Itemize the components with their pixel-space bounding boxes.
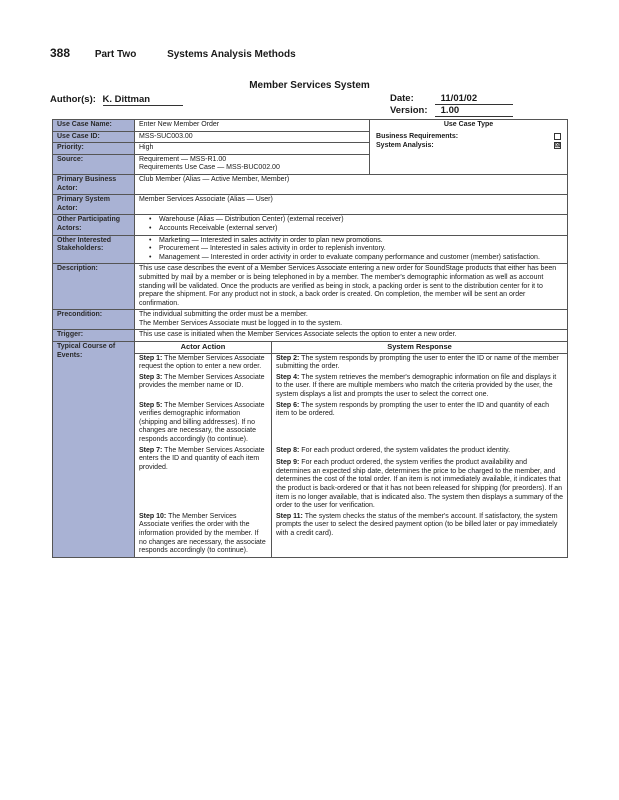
business-requirements-checkbox[interactable] [554,133,561,140]
precondition-line-2: The Member Services Associate must be logged in to the system. [139,319,343,327]
trigger-label: Trigger: [53,330,135,342]
page-number: 388 [50,46,71,60]
authors-label: Author(s): [50,94,96,105]
system-step-4: Step 4: The system retrieves the member's demographic information on file and displays it to the user. If there are multiple members who match the criteria provided by the user, the system displays a list and prompts the user to select the correct one. [272,373,568,401]
row-other-participating-actors [53,215,568,235]
row-precondition [53,310,568,330]
priority-label: Priority: [53,143,135,155]
use-case-table [52,119,568,558]
list-item: • Warehouse (Alias — Distribution Center) (external receiver) [149,216,563,225]
system-analysis-checkbox[interactable]: ☒ [555,143,561,150]
trigger-value: This use case is initiated when the Member Services Associate selects the option to enter a new order. [135,330,568,342]
document-title: Member Services System [249,80,370,91]
priority-value: High [135,143,370,155]
system-analysis-row [376,142,563,151]
system-step-6: Step 6: The system responds by prompting the user to enter the ID and quantity of each item to be ordered. [272,401,568,446]
actor-step-7: Step 7: The Member Services Associate enters the ID and quantity of each item provided. [135,446,272,512]
actor-step-3: Step 3: The Member Services Associate provides the member name or ID. [135,373,272,401]
part-label: Part Two [94,49,137,60]
precondition-value [135,310,568,330]
version-value: 1.00 [435,105,513,117]
date-value: 11/01/02 [435,93,513,105]
typical-course-label: Typical Course of Events: [53,342,135,558]
primary-system-actor-value: Member Services Associate (Alias — User) [135,195,568,215]
row-description [53,264,568,310]
row-typical-course-header [53,342,568,354]
system-step-8-9: Step 8: For each product ordered, the system validates the product identity. Step 9: For each product ordered, the system verifies the product availability and determines an expected ship date, determines the price to be charged to the member, and determines the cost of the total order. If an item is not immediately available, it indicates that the product is back-ordered or that it has not been released for shipping (for preorders). If an item is no longer available, that is indicated also. The system then displays a summary of the order to the user for verification. [272,446,568,512]
source-value-line-1: Requirement — MSS-R1.00 [139,155,227,163]
date-label: Date: [390,93,414,104]
system-response-header: System Response [272,342,568,354]
row-trigger [53,330,568,342]
actor-step-10: Step 10: The Member Services Associate verifies the order with the information provided by the member. If no changes are necessary, the associate responds accordingly (to continue). [135,512,272,557]
list-item: • Management — Interested in order activity in order to evaluate company performance and customer (member) satisfaction. [149,254,563,263]
business-requirements-label: Business Requirements: [376,132,459,140]
primary-system-actor-label: Primary System Actor: [53,195,135,215]
use-case-id-value: MSS-SUC003.00 [135,131,370,143]
description-label: Description: [53,264,135,310]
use-case-id-label: Use Case ID: [53,131,135,143]
use-case-name-label: Use Case Name: [53,120,135,132]
date-line [390,93,513,105]
system-step-11: Step 11: The system checks the status of the member's account. If satisfactory, the system prompts the user to select the desired payment option (to be billed later or pay immediately with a credit card). [272,512,568,557]
row-use-case-name [53,120,568,132]
row-other-interested-stakeholders [53,235,568,264]
authors-line [50,94,183,106]
precondition-line-1: The individual submitting the order must be a member. [139,311,308,319]
list-item: • Accounts Receivable (external server) [149,225,563,234]
description-value: This use case describes the event of a Member Services Associate entering a new order for SoundStage products that either has been submitted by mail by a member or is being telephoned in by a member. The member's demographic information as well as account standing will be validated. Once the products are verified as being in stock, a packing order is sent to the distribution center for it to prepare the shipment. For any product not in stock, a back order is created. On completion, the member will be sent an order confirmation. [135,264,568,310]
other-participating-actors-value [135,215,568,235]
row-primary-business-actor [53,174,568,194]
section-label: Systems Analysis Methods [167,49,296,60]
use-case-type-box [370,120,568,175]
primary-business-actor-value: Club Member (Alias — Active Member, Member) [135,174,568,194]
system-analysis-label: System Analysis: [376,142,434,150]
authors-value: K. Dittman [103,94,183,106]
source-label: Source: [53,154,135,174]
other-participating-actors-label: Other Participating Actors: [53,215,135,235]
system-step-2: Step 2: The system responds by prompting the user to enter the ID or name of the member submitting the order. [272,353,568,373]
actor-step-1: Step 1: The Member Services Associate request the option to enter a new order. [135,353,272,373]
use-case-name-value: Enter New Member Order [135,120,370,132]
version-label: Version: [390,105,428,116]
version-line [390,105,513,117]
use-case-type-title: Use Case Type [443,121,494,128]
list-item: • Marketing — Interested in sales activity in order to plan new promotions. [149,237,563,246]
source-value-line-2: Requirements Use Case — MSS-BUC002.00 [139,164,280,172]
row-primary-system-actor [53,195,568,215]
primary-business-actor-label: Primary Business Actor: [53,174,135,194]
other-interested-stakeholders-value [135,235,568,264]
other-interested-stakeholders-label: Other Interested Stakeholders: [53,235,135,264]
source-value [135,154,370,174]
running-head [50,46,296,60]
actor-step-5: Step 5: The Member Services Associate verifies demographic information (shipping and billing addresses). If no changes are necessary, the associate responds accordingly (to continue). [135,401,272,446]
actor-action-header: Actor Action [135,342,272,354]
precondition-label: Precondition: [53,310,135,330]
business-requirements-row [376,133,563,142]
list-item: • Procurement — Interested in sales activity in order to replenish inventory. [149,245,563,254]
